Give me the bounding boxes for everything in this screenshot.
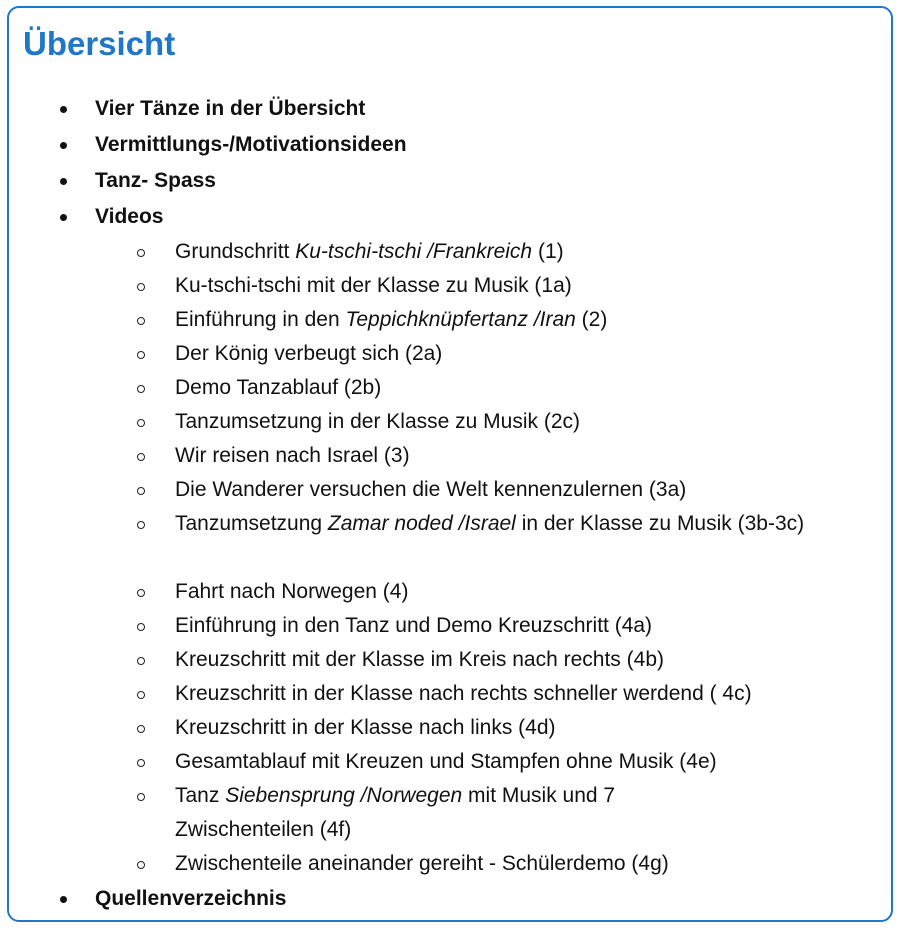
circle-bullet-icon — [137, 487, 145, 495]
video-item-label: Einführung in den Tanz und Demo Kreuzschritt (4a) — [175, 614, 653, 637]
list-item-label: Tanz- Spass — [95, 169, 216, 192]
list-item-label: Vier Tänze in der Übersicht — [95, 97, 366, 120]
circle-bullet-icon — [137, 861, 145, 869]
video-item-label: Ku-tschi-tschi mit der Klasse zu Musik (1a) — [175, 274, 572, 297]
video-item-label: Wir reisen nach Israel (3) — [175, 444, 410, 467]
page-title: Übersicht — [23, 25, 176, 62]
video-item-label: Kreuzschritt in der Klasse nach links (4d) — [175, 716, 556, 739]
list-item-label: Vermittlungs-/Motivationsideen — [95, 133, 407, 156]
list-item-label: Quellenverzeichnis — [95, 887, 287, 910]
video-item-label: Kreuzschritt in der Klasse nach rechts schneller werdend ( 4c) — [175, 682, 752, 705]
circle-bullet-icon — [137, 419, 145, 427]
circle-bullet-icon — [137, 759, 145, 767]
circle-bullet-icon — [137, 623, 145, 631]
circle-bullet-icon — [137, 283, 145, 291]
circle-bullet-icon — [137, 385, 145, 393]
overview-panel — [7, 6, 893, 922]
circle-bullet-icon — [137, 725, 145, 733]
circle-bullet-icon — [137, 521, 145, 529]
video-item-label: Gesamtablauf mit Kreuzen und Stampfen ohne Musik (4e) — [175, 750, 717, 773]
video-item-label: Fahrt nach Norwegen (4) — [175, 580, 409, 603]
video-item-label: Tanzumsetzung Zamar noded /Israel in der Klasse zu Musik (3b-3c) — [175, 512, 805, 535]
circle-bullet-icon — [137, 691, 145, 699]
bullet-dot-icon — [60, 178, 67, 185]
video-item-label: Tanzumsetzung in der Klasse zu Musik (2c) — [175, 410, 580, 433]
bullet-dot-icon — [60, 106, 67, 113]
bullet-dot-icon — [60, 214, 67, 221]
video-item-label: Tanz Siebensprung /Norwegen mit Musik und 7 Zwischenteilen (4f) — [175, 784, 616, 841]
circle-bullet-icon — [137, 249, 145, 257]
circle-bullet-icon — [137, 317, 145, 325]
video-item-label: Einführung in den Teppichknüpfertanz /Iran (2) — [175, 308, 608, 331]
video-item-label: Kreuzschritt mit der Klasse im Kreis nach rechts (4b) — [175, 648, 664, 671]
video-item-label: Zwischenteile aneinander gereiht - Schülerdemo (4g) — [175, 852, 669, 875]
circle-bullet-icon — [137, 453, 145, 461]
video-item-label: Der König verbeugt sich (2a) — [175, 342, 443, 365]
bullet-dot-icon — [60, 896, 67, 903]
circle-bullet-icon — [137, 793, 145, 801]
video-item-label: Die Wanderer versuchen die Welt kennenzulernen (3a) — [175, 478, 687, 501]
circle-bullet-icon — [137, 351, 145, 359]
bullet-dot-icon — [60, 142, 67, 149]
list-item-label: Videos — [95, 205, 164, 228]
video-item-label: Grundschritt Ku-tschi-tschi /Frankreich (1) — [175, 240, 564, 263]
video-item-label: Demo Tanzablauf (2b) — [175, 376, 382, 399]
circle-bullet-icon — [137, 589, 145, 597]
circle-bullet-icon — [137, 657, 145, 665]
